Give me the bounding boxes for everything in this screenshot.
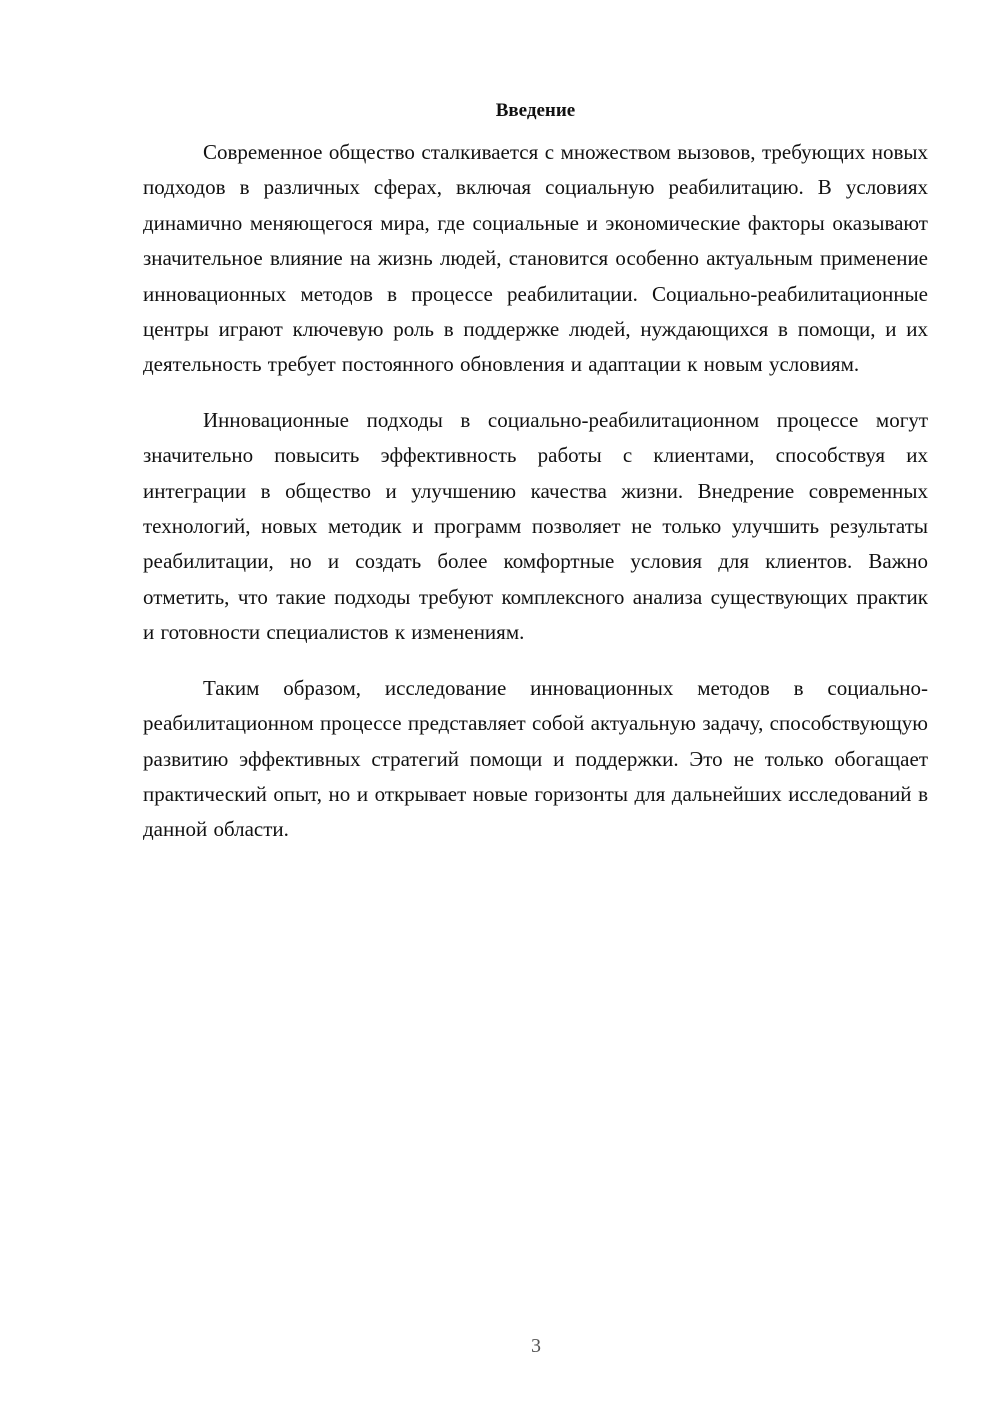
paragraph-3: Таким образом, исследование инновационных методов в социально-реабилитационном процессе представляет собой актуальную задачу, способствующую развитию эффективных стратегий помощи и поддержки. Это не только обогащает практический опыт, но и открывает новые горизонты для дальнейших исследований в данной области. [143,675,928,842]
page-content [143,96,928,868]
section-title: Введение [495,100,576,121]
paragraph-1: Современное общество сталкивается с множеством вызовов, требующих новых подходов в различных сферах, включая социальную реабилитацию. В условиях динамично меняющегося мира, где социальные и экономические факторы оказывают значительное влияние на жизнь людей, становится особенно актуальным применение инновационных методов в процессе реабилитации. Социально-реабилитационные центры играют ключевую роль в поддержке людей, нуждающихся в помощи, и их деятельность требует постоянного обновления и адаптации к новым условиям. [143,140,928,377]
paragraph-2: Инновационные подходы в социально-реабилитационном процессе могут значительно повысить эффективность работы с клиентами, способствуя их интеграции в общество и улучшению качества жизни. Внедрение современных технологий, новых методик и программ позволяет не только улучшить результаты реабилитации, но и создать более комфортные условия для клиентов. Важно отметить, что такие подходы требуют комплексного анализа существующих практик и готовности специалистов к изменениям. [143,407,928,645]
page-number: 3 [531,1335,541,1357]
